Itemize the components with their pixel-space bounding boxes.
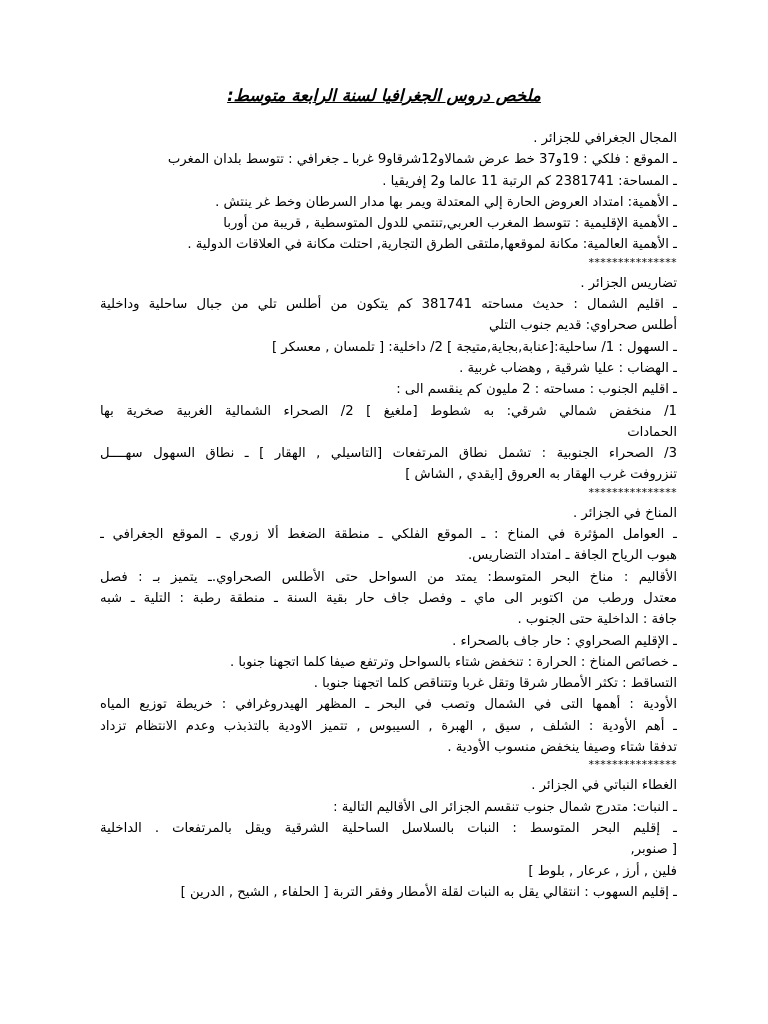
section-heading-climate: المناخ في الجزائر . xyxy=(573,505,677,521)
text-line: تنزروفت غرب الهقار به العروق [ايقدي , الشاش ] xyxy=(405,467,677,483)
text-line: ـ المساحة: 2381741 كم الرتبة 11 عالما و2 إفريقيا . xyxy=(382,173,677,189)
text-line: ـ النبات: متدرج شمال جنوب تنقسم الجزائر الى الأقاليم التالية : xyxy=(333,799,677,815)
text-line: ـ الأهمية العالمية: مكانة لموقعها,ملتقى الطرق التجارية, احتلت مكانة في العلاقات الدولية . xyxy=(187,237,677,253)
text-line: ـ اقليم الجنوب : مساحته : 2 مليون كم ينقسم الى : xyxy=(396,382,677,398)
text-line: الأودية : أهمها التى في الشمال وتصب في البحر ـ المظهر الهيدروغرافي : خريطة توزيع المياه xyxy=(100,697,677,713)
text-line: ـ الموقع : فلكي : 19و37 خط عرض شمالاو12شرقاو9 غربا ـ جغرافي : تتوسط بلدان المغرب xyxy=(167,152,677,168)
section-heading-vegetation: الغطاء النباتي في الجزائر . xyxy=(531,778,677,794)
text-line: ـ اقليم الشمال : حديث مساحته 381741 كم يتكون من أطلس تلي من جبال ساحلية وداخلية xyxy=(100,297,677,313)
separator: *************** xyxy=(588,255,677,269)
text-line: ـ الإقليم الصحراوي : حار جاف بالصحراء . xyxy=(452,633,677,649)
separator: *************** xyxy=(588,485,677,499)
text-line: ـ العوامل المؤثرة في المناخ : ـ الموقع الفلكي ـ منطقة الضغط ألا زوري ـ الموقع الجغرافي ـ xyxy=(100,527,677,543)
text-line: التساقط : تكثر الأمطار شرقا وتقل غربا وتتناقص كلما اتجهنا جنوبا . xyxy=(313,676,677,692)
text-line: فلين , أرز , عرعار , بلوط ] xyxy=(528,863,677,879)
text-line: هبوب الرياح الجافة ـ امتداد التضاريس. xyxy=(467,548,677,564)
separator: *************** xyxy=(588,758,677,772)
text-line: تدفقا شتاء وصيفا ينخفض منسوب الأودية . xyxy=(447,740,677,756)
text-line: ـ إقليم البحر المتوسط : النبات بالسلاسل الساحلية الشرقية ويقل بالمرتفعات . الداخلية xyxy=(100,820,677,836)
text-line: معتدل ورطب من اكتوبر الى ماي ـ وفصل جاف حار بقية السنة ـ منطقة رطبة : التلية ـ شبه xyxy=(100,590,677,606)
text-line: الأقاليم : مناخ البحر المتوسط: يمتد من السواحل حتى الأطلس الصحراوي.ـ يتميز بـ : فصل xyxy=(100,569,677,585)
text-line: ـ الهضاب : عليا شرقية , وهضاب غربية . xyxy=(459,360,677,376)
text-line: ـ السهول : 1/ ساحلية:[عنابة,بجاية,متيجة ] 2/ داخلية: [ تلمسان , معسكر ] xyxy=(271,339,677,355)
text-line: 3/ الصحراء الجنوبية : تشمل نطاق المرتفعات [التاسيلي , الهقار ] ـ نطاق السهول سهــــل xyxy=(100,446,677,462)
text-line: الحمادات xyxy=(627,424,677,440)
document-title: ملخص دروس الجغرافيا لسنة الرابعة متوسط: xyxy=(227,86,541,105)
section-heading-relief: تضاريس الجزائر . xyxy=(580,275,677,291)
text-line: 1/ منخفض شمالي شرقي: به شطوط [ملغيغ ] 2/ الصحراء الشمالية الغربية صخرية بها xyxy=(100,403,677,419)
text-line: ـ أهم الأودية : الشلف , سيق , الهبرة , السيبوس , تتميز الاودية بالتذبذب وعدم الانتظام تزداد xyxy=(100,718,677,734)
text-line: [ صنوبر, xyxy=(630,842,677,858)
text-line: ـ الأهمية: امتداد العروض الحارة إلي المعتدلة ويمر بها مدار السرطان وخط غر ينتش . xyxy=(215,194,677,210)
text-line: جافة : الداخلية حتى الجنوب . xyxy=(517,612,677,628)
text-line: ـ خصائص المناخ : الحرارة : تنخفض شتاء بالسواحل وترتفع صيفا كلما اتجهنا جنوبا . xyxy=(230,654,677,670)
text-line: أطلس صحراوي: قديم جنوب التلي xyxy=(489,318,677,334)
text-line: ـ الأهمية الإقليمية : تتوسط المغرب العربي,تنتمي للدول المتوسطية , قريبة من أوربا xyxy=(223,216,677,232)
document-body xyxy=(100,128,677,903)
section-heading-geographic-space: المجال الجغرافي للجزائر . xyxy=(533,131,677,146)
text-line: ـ إقليم السهوب : انتقالي يقل به النبات لقلة الأمطار وفقر التربة [ الحلفاء , الشيح , الدرين ] xyxy=(180,884,677,900)
